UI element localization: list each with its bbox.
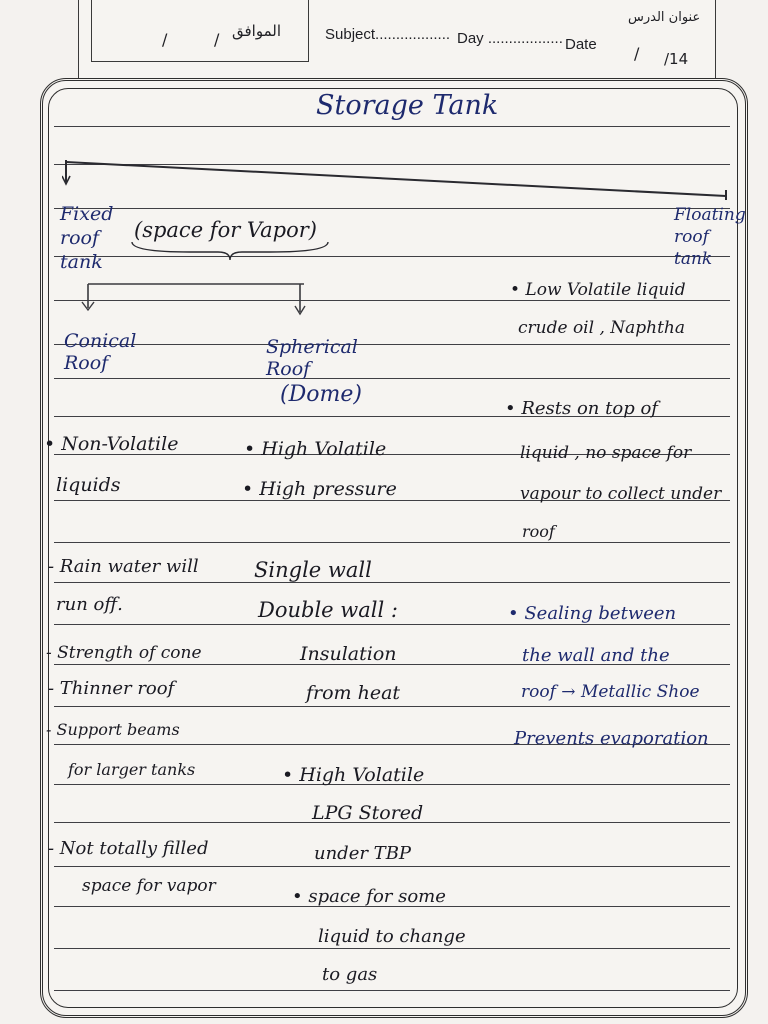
space-for-vapor: (space for Vapor)	[134, 218, 318, 242]
the-wall-and-the: the wall and the	[522, 645, 670, 666]
ruled-line	[54, 344, 730, 345]
for-larger-tanks: for larger tanks	[68, 760, 196, 779]
date-slash-1: /	[162, 30, 168, 49]
floating-roof-tank: Floating roof tank	[674, 205, 746, 269]
crude-oil-naphtha: crude oil , Naphtha	[518, 318, 686, 338]
ruled-line	[54, 378, 730, 379]
liquid-no-space: liquid , no space for	[520, 443, 692, 463]
roof-label: roof	[522, 522, 555, 541]
to-gas: to gas	[322, 964, 378, 985]
run-off: run off.	[56, 594, 123, 615]
date-label: Date	[565, 36, 597, 53]
prevents-evaporation: Prevents evaporation	[514, 728, 709, 749]
conical-roof: Conical Roof	[64, 330, 137, 374]
agreed-label: الموافق	[232, 22, 282, 40]
lesson-title-label: عنوان الدرس	[628, 10, 701, 25]
non-volatile: • Non-Volatile	[44, 433, 179, 455]
brace-space-for-vapor	[130, 240, 330, 262]
space-for-vapor-2: space for vapor	[82, 876, 216, 896]
ruled-line	[54, 126, 730, 127]
branch-arrow-top	[62, 160, 730, 200]
ruled-line	[54, 706, 730, 707]
hijri-date-box	[91, 0, 309, 62]
dome-label: (Dome)	[280, 382, 362, 407]
single-wall: Single wall	[254, 558, 372, 582]
lpg-stored: LPG Stored	[312, 802, 424, 824]
thinner-roof: - Thinner roof	[48, 678, 175, 699]
ruled-line	[54, 948, 730, 949]
date-value-part1: /	[634, 44, 640, 63]
date-value-part2: /14	[664, 50, 689, 68]
under-tbp: under TBP	[314, 843, 412, 864]
rain-water: - Rain water will	[48, 556, 199, 577]
ruled-line	[54, 542, 730, 543]
double-wall: Double wall :	[258, 598, 398, 622]
ruled-line	[54, 990, 730, 991]
ruled-line	[54, 624, 730, 625]
spherical-roof: Spherical Roof	[266, 336, 358, 380]
subject-label: Subject..................	[325, 26, 451, 43]
from-heat: from heat	[306, 682, 401, 704]
fixed-roof-tank: Fixed roof tank	[60, 203, 114, 273]
strength-of-cone: - Strength of cone	[46, 643, 202, 663]
branch-arrow-fixed	[78, 278, 318, 318]
high-volatile-2: • High Volatile	[282, 764, 425, 786]
ruled-line	[54, 208, 730, 209]
day-label: Day ..................	[457, 30, 563, 47]
liquid-to-change: liquid to change	[318, 926, 466, 947]
rests-on-top: • Rests on top of	[505, 398, 658, 419]
low-volatile-liquid: • Low Volatile liquid	[510, 280, 686, 300]
insulation: Insulation	[300, 643, 397, 665]
date-slash-2: /	[214, 30, 220, 49]
sealing-between: • Sealing between	[508, 603, 677, 624]
space-for-some: • space for some	[292, 886, 446, 907]
high-pressure: • High pressure	[242, 478, 397, 500]
support-beams: - Support beams	[46, 720, 180, 739]
not-totally-filled: - Not totally filled	[48, 838, 209, 859]
notes-title: Storage Tank	[316, 90, 499, 121]
vapour-collect-under: vapour to collect under	[520, 484, 722, 504]
high-volatile-1: • High Volatile	[244, 438, 387, 460]
liquids-label: liquids	[56, 474, 121, 496]
ruled-line	[54, 866, 730, 867]
ruled-line	[54, 582, 730, 583]
roof-metallic-shoe: roof → Metallic Shoe	[521, 682, 700, 702]
